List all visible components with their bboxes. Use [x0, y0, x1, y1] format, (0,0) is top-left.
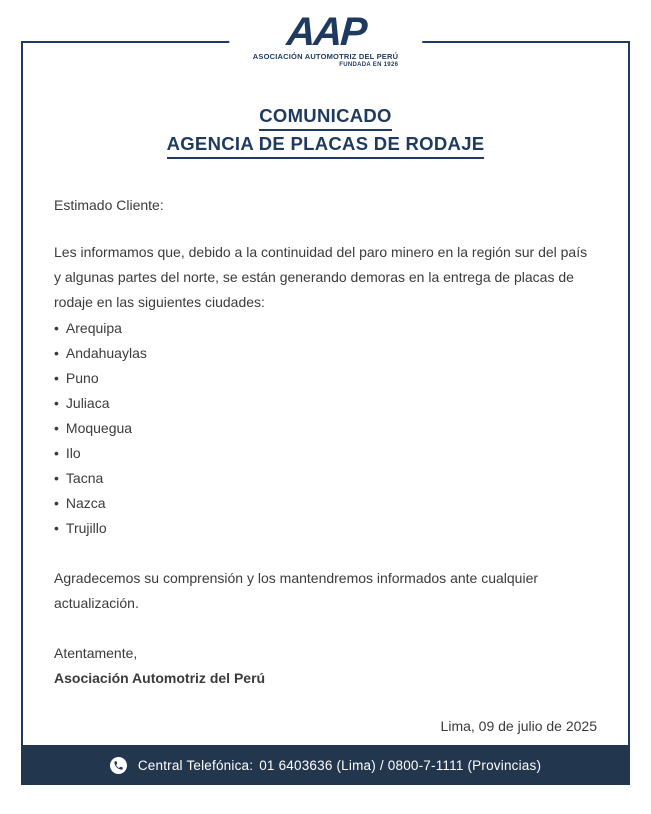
- city-list-item: • Juliaca: [54, 391, 597, 416]
- page-title-line-2: AGENCIA DE PLACAS DE RODAJE: [167, 131, 485, 159]
- footer-phone-text: [138, 758, 541, 773]
- signature-line: Asociación Automotriz del Perú: [54, 670, 266, 686]
- footer-phone-bar: [21, 745, 630, 785]
- letter-content: [23, 43, 628, 743]
- footer-phone-numbers: 01 6403636 (Lima) / 0800-7-1111 (Provincias): [259, 757, 542, 773]
- city-list-item: • Tacna: [54, 466, 597, 491]
- city-list-item: • Andahuaylas: [54, 341, 597, 366]
- dateline: Lima, 09 de julio de 2025: [440, 718, 597, 734]
- letter-body: [54, 193, 597, 739]
- document-frame: [21, 41, 630, 785]
- city-list-item: • Arequipa: [54, 316, 597, 341]
- city-list-item: • Nazca: [54, 491, 597, 516]
- city-list-item: • Ilo: [54, 441, 597, 466]
- aap-logo-tagline: FUNDADA EN 1926: [339, 62, 399, 68]
- aap-logo-acronym: AAP: [284, 10, 367, 54]
- aap-logo-subtitle: ASOCIACIÓN AUTOMOTRIZ DEL PERÚ: [252, 52, 399, 61]
- closing-line: Atentamente,: [54, 645, 138, 661]
- page-title: [54, 103, 597, 159]
- salutation: Estimado Cliente:: [54, 197, 164, 213]
- paragraph-thanks: Agradecemos su comprensión y los mantendremos informados ante cualquier actualización.: [54, 570, 539, 611]
- city-list-item: • Moquegua: [54, 416, 597, 441]
- page-title-line-1: COMUNICADO: [259, 103, 392, 131]
- city-list-item: • Trujillo: [54, 516, 597, 541]
- city-list-item: • Puno: [54, 366, 597, 391]
- city-list: [54, 316, 597, 541]
- aap-logo: [229, 10, 422, 68]
- paragraph-delays: Les informamos que, debido a la continuidad del paro minero en la región sur del país y algunas partes del norte, se están generando demoras en la entrega de placas de rodaje en las siguientes ciudades:: [54, 244, 588, 310]
- footer-phone-label: Central Telefónica:: [137, 757, 254, 773]
- phone-icon: [110, 757, 127, 774]
